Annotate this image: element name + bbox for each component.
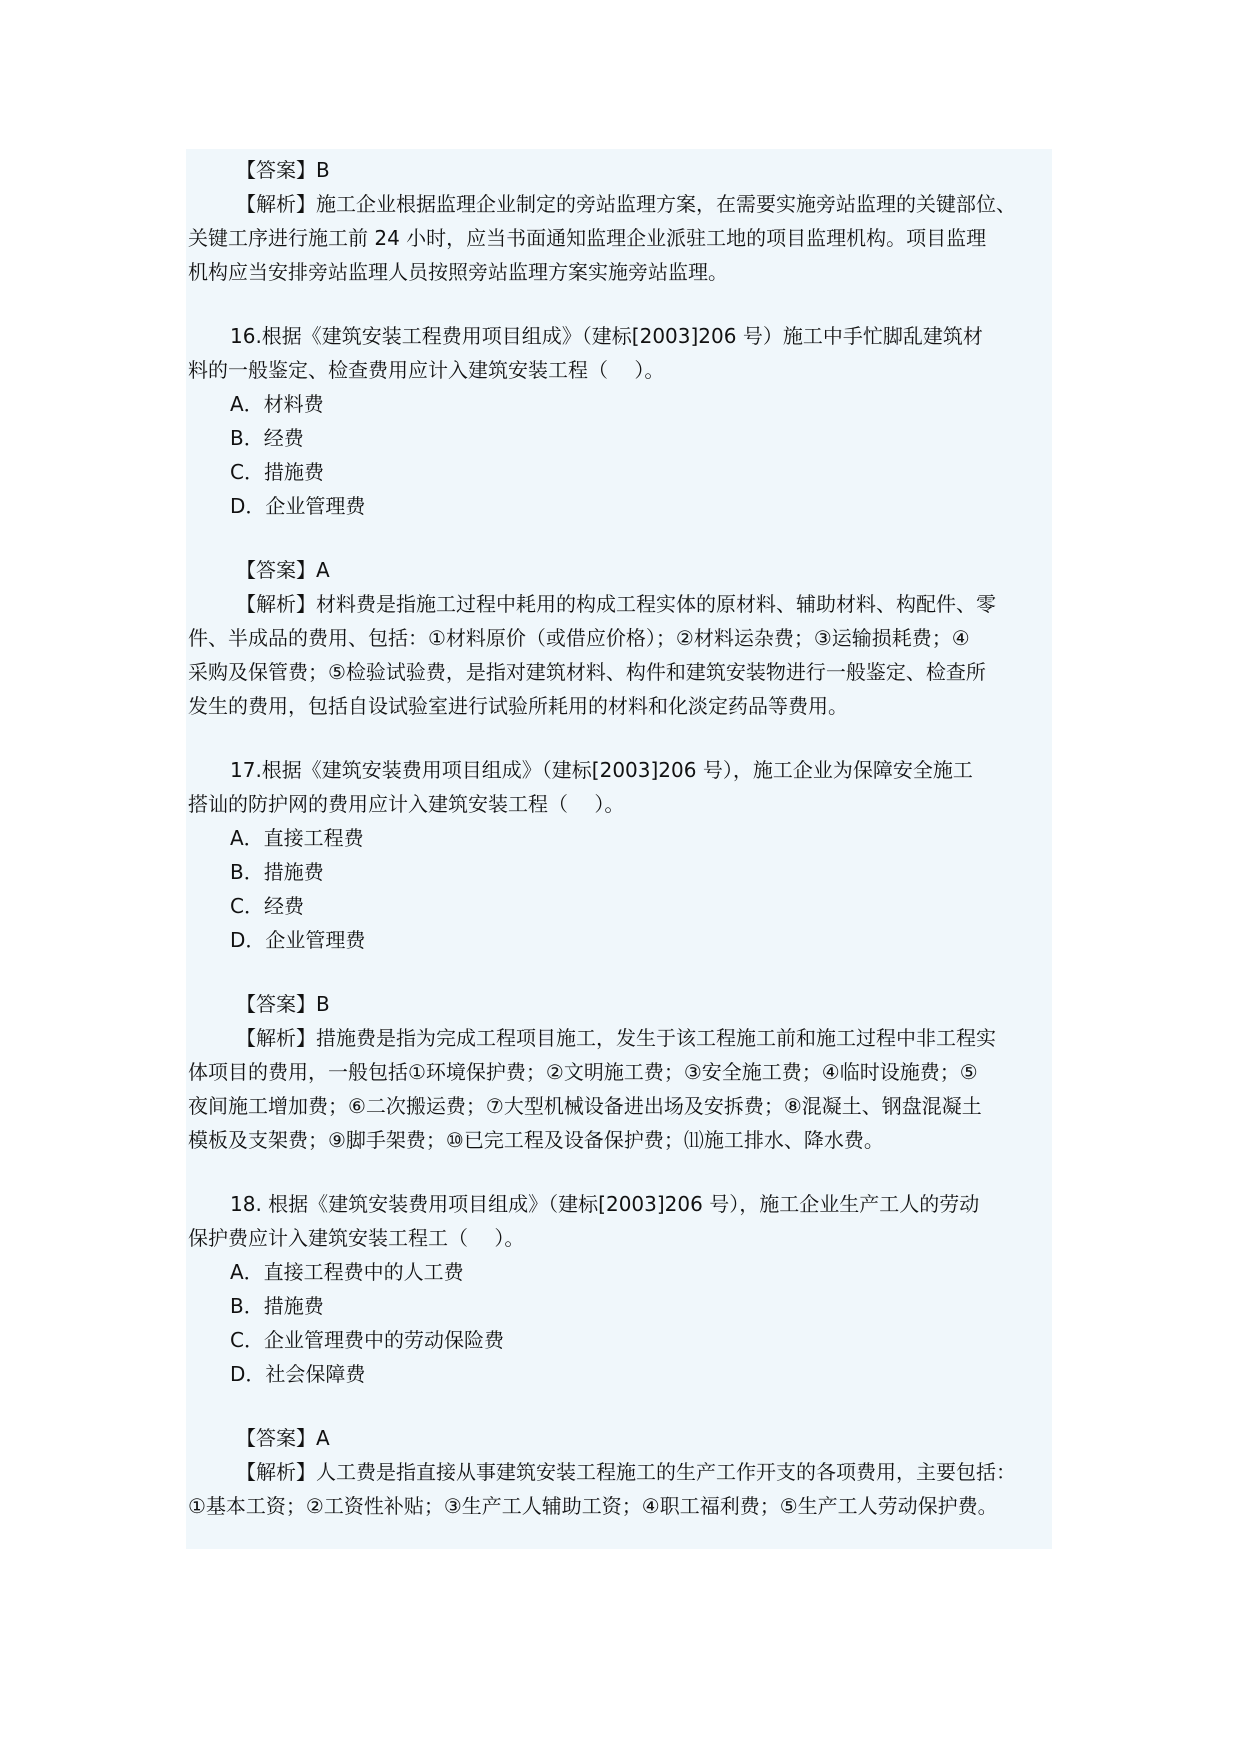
q18-option-a: A．直接工程费中的人工费 — [230, 1260, 464, 1284]
q16-analysis-line: 发生的费用，包括自设试验室进行试验所耗用的材料和化淡定药品等费用。 — [188, 694, 848, 718]
q18-analysis-line: ①基本工资；②工资性补贴；③生产工人辅助工资；④职工福利费；⑤生产工人劳动保护费。 — [188, 1494, 998, 1518]
q15-analysis-line: 机构应当安排旁站监理人员按照旁站监理方案实施旁站监理。 — [188, 260, 728, 284]
q16-option-b: B．经费 — [230, 426, 304, 450]
q17-option-d: D．企业管理费 — [230, 928, 366, 952]
q15-analysis-line: 关键工序进行施工前 24 小时，应当书面通知监理企业派驻工地的项目监理机构。项目监理 — [188, 226, 987, 250]
q17-analysis-line: 模板及支架费；⑨脚手架费；⑩已完工程及设备保护费；⑾施工排水、降水费。 — [188, 1128, 884, 1152]
q17-option-b: B．措施费 — [230, 860, 324, 884]
q18-stem: 18. 根据《建筑安装费用项目组成》（建标[2003]206 号），施工企业生产工人的劳动 — [230, 1192, 980, 1216]
q16-stem: 16.根据《建筑安装工程费用项目组成》（建标[2003]206 号）施工中手忙脚乱建筑材 — [230, 324, 983, 348]
q15-analysis-line: 【解析】施工企业根据监理企业制定的旁站监理方案，在需要实施旁站监理的关键部位、 — [236, 192, 1016, 216]
document-body — [188, 153, 1050, 1523]
q18-option-b: B．措施费 — [230, 1294, 324, 1318]
q16-option-d: D．企业管理费 — [230, 494, 366, 518]
q17-answer: 【答案】B — [236, 992, 330, 1016]
q16-answer: 【答案】A — [236, 558, 330, 582]
q16-stem: 料的一般鉴定、检查费用应计入建筑安装工程（ ）。 — [188, 358, 665, 382]
q16-analysis-line: 【解析】材料费是指施工过程中耗用的构成工程实体的原材料、辅助材料、构配件、零 — [236, 592, 996, 616]
q18-stem: 保护费应计入建筑安装工程工（ ）。 — [188, 1226, 525, 1250]
q18-option-d: D．社会保障费 — [230, 1362, 366, 1386]
q17-stem: 搭讪的防护网的费用应计入建筑安装工程（ ）。 — [188, 792, 625, 816]
q16-option-c: C．措施费 — [230, 460, 324, 484]
q17-analysis-line: 【解析】措施费是指为完成工程项目施工，发生于该工程施工前和施工过程中非工程实 — [236, 1026, 996, 1050]
q17-option-c: C．经费 — [230, 894, 304, 918]
q17-analysis-line: 体项目的费用，一般包括①环境保护费；②文明施工费；③安全施工费；④临时设施费；⑤ — [188, 1060, 978, 1084]
q15-answer: 【答案】B — [236, 158, 330, 182]
q17-stem: 17.根据《建筑安装费用项目组成》（建标[2003]206 号），施工企业为保障安全施工 — [230, 758, 973, 782]
q16-option-a: A．材料费 — [230, 392, 324, 416]
q18-answer: 【答案】A — [236, 1426, 330, 1450]
q16-analysis-line: 件、半成品的费用、包括：①材料原价（或借应价格）；②材料运杂费；③运输损耗费；④ — [188, 626, 970, 650]
q16-analysis-line: 采购及保管费；⑤检验试验费，是指对建筑材料、构件和建筑安装物进行一般鉴定、检查所 — [188, 660, 986, 684]
q18-analysis-line: 【解析】人工费是指直接从事建筑安装工程施工的生产工作开支的各项费用，主要包括： — [236, 1460, 1016, 1484]
q17-option-a: A．直接工程费 — [230, 826, 364, 850]
q18-option-c: C．企业管理费中的劳动保险费 — [230, 1328, 504, 1352]
q17-analysis-line: 夜间施工增加费；⑥二次搬运费；⑦大型机械设备进出场及安拆费；⑧混凝土、钢盘混凝土 — [188, 1094, 982, 1118]
